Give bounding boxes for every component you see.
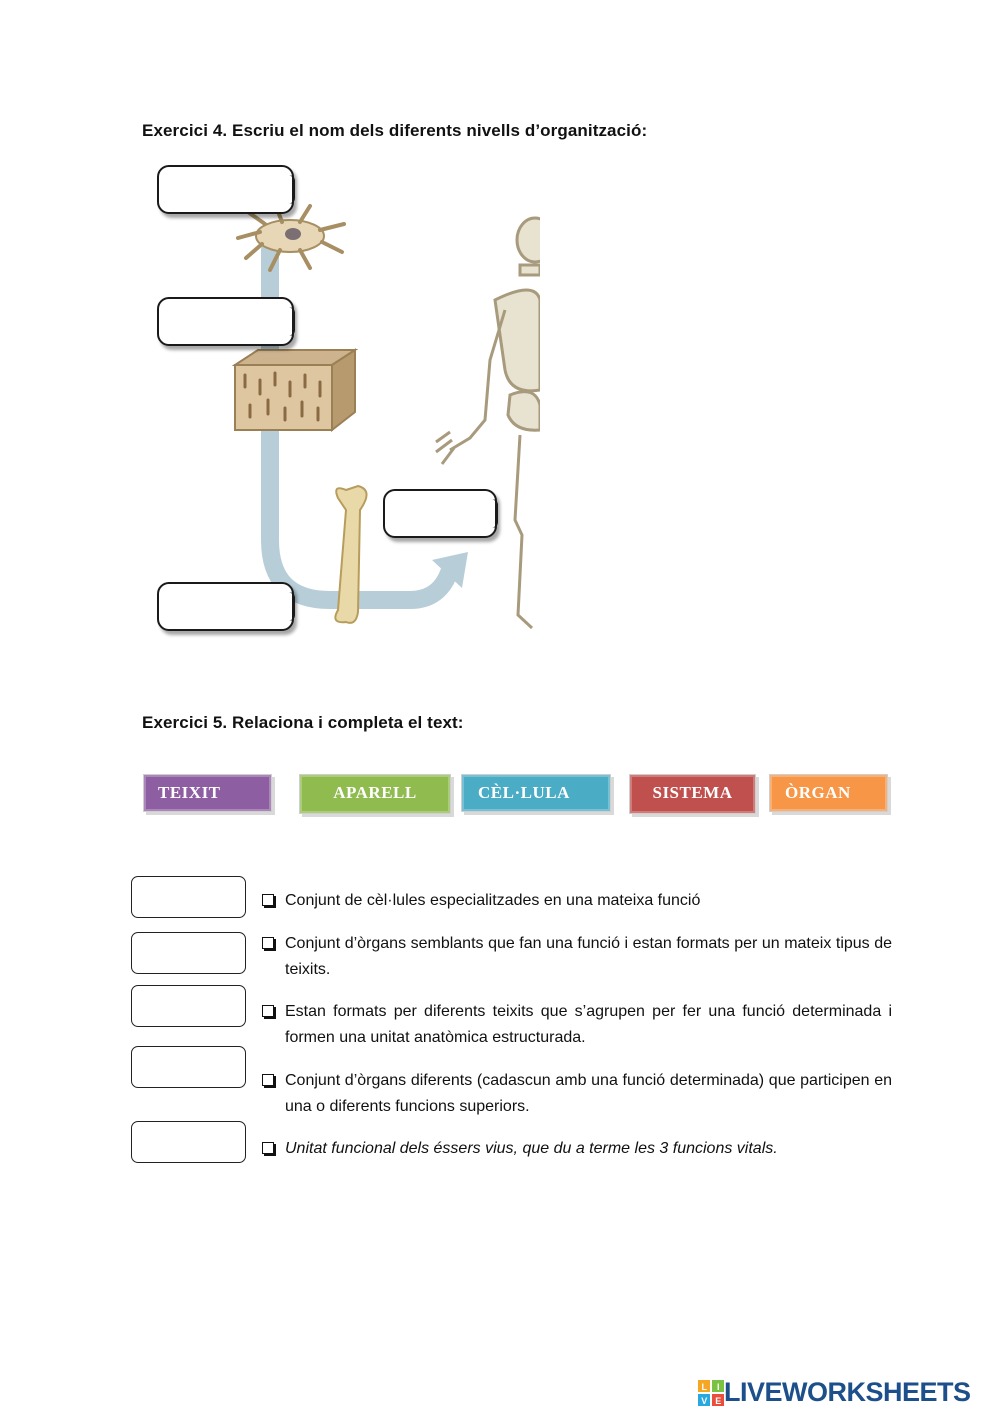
exercise-5-heading: Exercici 5. Relaciona i completa el text:: [142, 713, 464, 732]
logo-letter: L: [701, 1381, 707, 1392]
checkbox-icon: [262, 1005, 274, 1017]
checkbox-icon: [262, 1074, 274, 1086]
match-box-4[interactable]: [131, 1046, 246, 1088]
definition-text: Unitat funcional dels éssers vius, que du a terme les 3 funcions vitals.: [285, 1140, 778, 1157]
definition-item-4: [262, 1068, 892, 1120]
word-tile-aparell[interactable]: [299, 774, 451, 814]
checkbox-icon: [262, 937, 274, 949]
answer-box-organ-level[interactable]: [157, 582, 294, 631]
checkbox-icon: [262, 894, 274, 906]
answer-box-tissue-level[interactable]: [157, 297, 294, 346]
word-tile-cellula[interactable]: [461, 774, 611, 812]
organization-levels-illustration: [150, 160, 540, 640]
logo-letter: E: [715, 1395, 721, 1406]
logo-grid-icon: [698, 1380, 724, 1406]
word-tile-organ[interactable]: [769, 774, 888, 812]
word-tile-sistema[interactable]: [629, 774, 756, 814]
logo-letter: I: [716, 1381, 720, 1392]
cell-drawing: [238, 206, 344, 270]
match-box-3[interactable]: [131, 985, 246, 1027]
tissue-block-drawing: [235, 350, 355, 430]
answer-box-organism-level[interactable]: [383, 489, 497, 538]
match-box-1[interactable]: [131, 876, 246, 918]
definition-item-3: [262, 999, 892, 1051]
word-tile-label: SISTEMA: [652, 783, 733, 802]
definition-text: Conjunt d’òrgans semblants que fan una funció i estan formats per un mateix tipus de teixits.: [285, 935, 892, 978]
checkbox-icon: [262, 1142, 274, 1154]
definition-text: Estan formats per diferents teixits que s’agrupen per fer una funció determinada i formen una unitat anatòmica estructurada.: [285, 1003, 892, 1046]
word-tile-label: CÈL·LULA: [478, 783, 570, 802]
definition-item-5: [262, 1136, 892, 1162]
match-box-2[interactable]: [131, 932, 246, 974]
definition-item-1: [262, 888, 892, 914]
liveworksheets-logo: [698, 1377, 971, 1408]
word-tile-label: ÒRGAN: [785, 783, 851, 802]
definition-text: Conjunt d’òrgans diferents (cadascun amb una funció determinada) que participen en una o diferents funcions superiors.: [285, 1072, 892, 1115]
word-tile-teixit[interactable]: [143, 774, 272, 812]
word-tile-label: TEIXIT: [158, 783, 221, 802]
definition-item-2: [262, 931, 892, 983]
definition-text: Conjunt de cèl·lules especialitzades en una mateixa funció: [285, 892, 701, 909]
word-tile-label: APARELL: [333, 783, 417, 802]
answer-box-cell-level[interactable]: [157, 165, 294, 214]
logo-text: LIVEWORKSHEETS: [724, 1377, 971, 1407]
exercise-4-heading: Exercici 4. Escriu el nom dels diferents nivells d’organització:: [142, 121, 648, 140]
match-box-5[interactable]: [131, 1121, 246, 1163]
logo-letter: V: [701, 1395, 707, 1406]
